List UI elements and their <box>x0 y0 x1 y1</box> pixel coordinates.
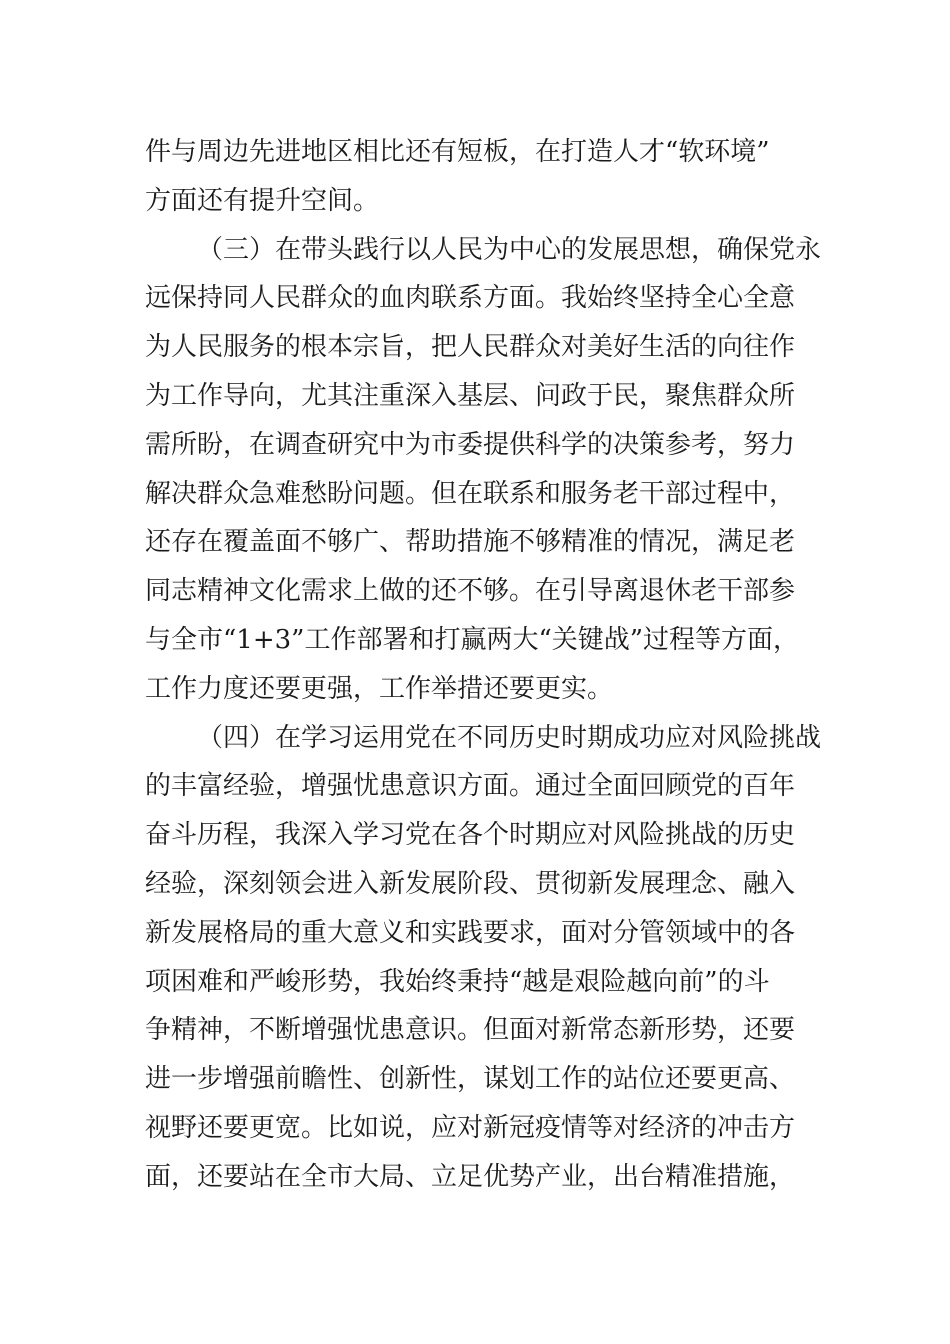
text-line: 进一步增强前瞻性、创新性，谋划工作的站位还要更高、 <box>145 1064 796 1095</box>
text-line: 方面还有提升空间。 <box>145 185 380 216</box>
text-line: 为人民服务的根本宗旨，把人民群众对美好生活的向往作 <box>145 332 796 363</box>
text-line: 远保持同人民群众的血肉联系方面。我始终坚持全心全意 <box>145 283 796 314</box>
text-line: 面，还要站在全市大局、立足优势产业，出台精准措施， <box>145 1161 796 1192</box>
text-line: 新发展格局的重大意义和实践要求，面对分管领域中的各 <box>145 917 796 948</box>
text-line: 的丰富经验，增强忧患意识方面。通过全面回顾党的百年 <box>145 771 796 802</box>
text-line: 为工作导向，尤其注重深入基层、问政于民，聚焦群众所 <box>145 380 796 411</box>
text-line: 同志精神文化需求上做的还不够。在引导离退休老干部参 <box>145 576 796 607</box>
text-line: 解决群众急难愁盼问题。但在联系和服务老干部过程中， <box>145 478 796 509</box>
text-line: 还存在覆盖面不够广、帮助措施不够精准的情况，满足老 <box>145 527 796 558</box>
text-line: 需所盼，在调查研究中为市委提供科学的决策参考，努力 <box>145 429 796 460</box>
text-line: 工作力度还要更强，工作举措还要更实。 <box>145 673 614 704</box>
text-line: 奋斗历程，我深入学习党在各个时期应对风险挑战的历史 <box>145 820 796 851</box>
text-line: 与全市“1+3”工作部署和打赢两大“关键战”过程等方面， <box>145 624 800 655</box>
body-text <box>145 128 835 1202</box>
text-line: 经验，深刻领会进入新发展阶段、贯彻新发展理念、融入 <box>145 868 796 899</box>
text-line: （四）在学习运用党在不同历史时期成功应对风险挑战 <box>197 722 822 753</box>
text-line: 争精神，不断增强忧患意识。但面对新常态新形势，还要 <box>145 1015 796 1046</box>
text-line: 视野还要更宽。比如说，应对新冠疫情等对经济的冲击方 <box>145 1112 796 1143</box>
text-line: 件与周边先进地区相比还有短板，在打造人才“软环境” <box>145 137 770 167</box>
text-line: 项困难和严峻形势，我始终秉持“越是艰险越向前”的斗 <box>145 966 770 997</box>
text-line: （三）在带头践行以人民为中心的发展思想，确保党永 <box>197 234 822 265</box>
